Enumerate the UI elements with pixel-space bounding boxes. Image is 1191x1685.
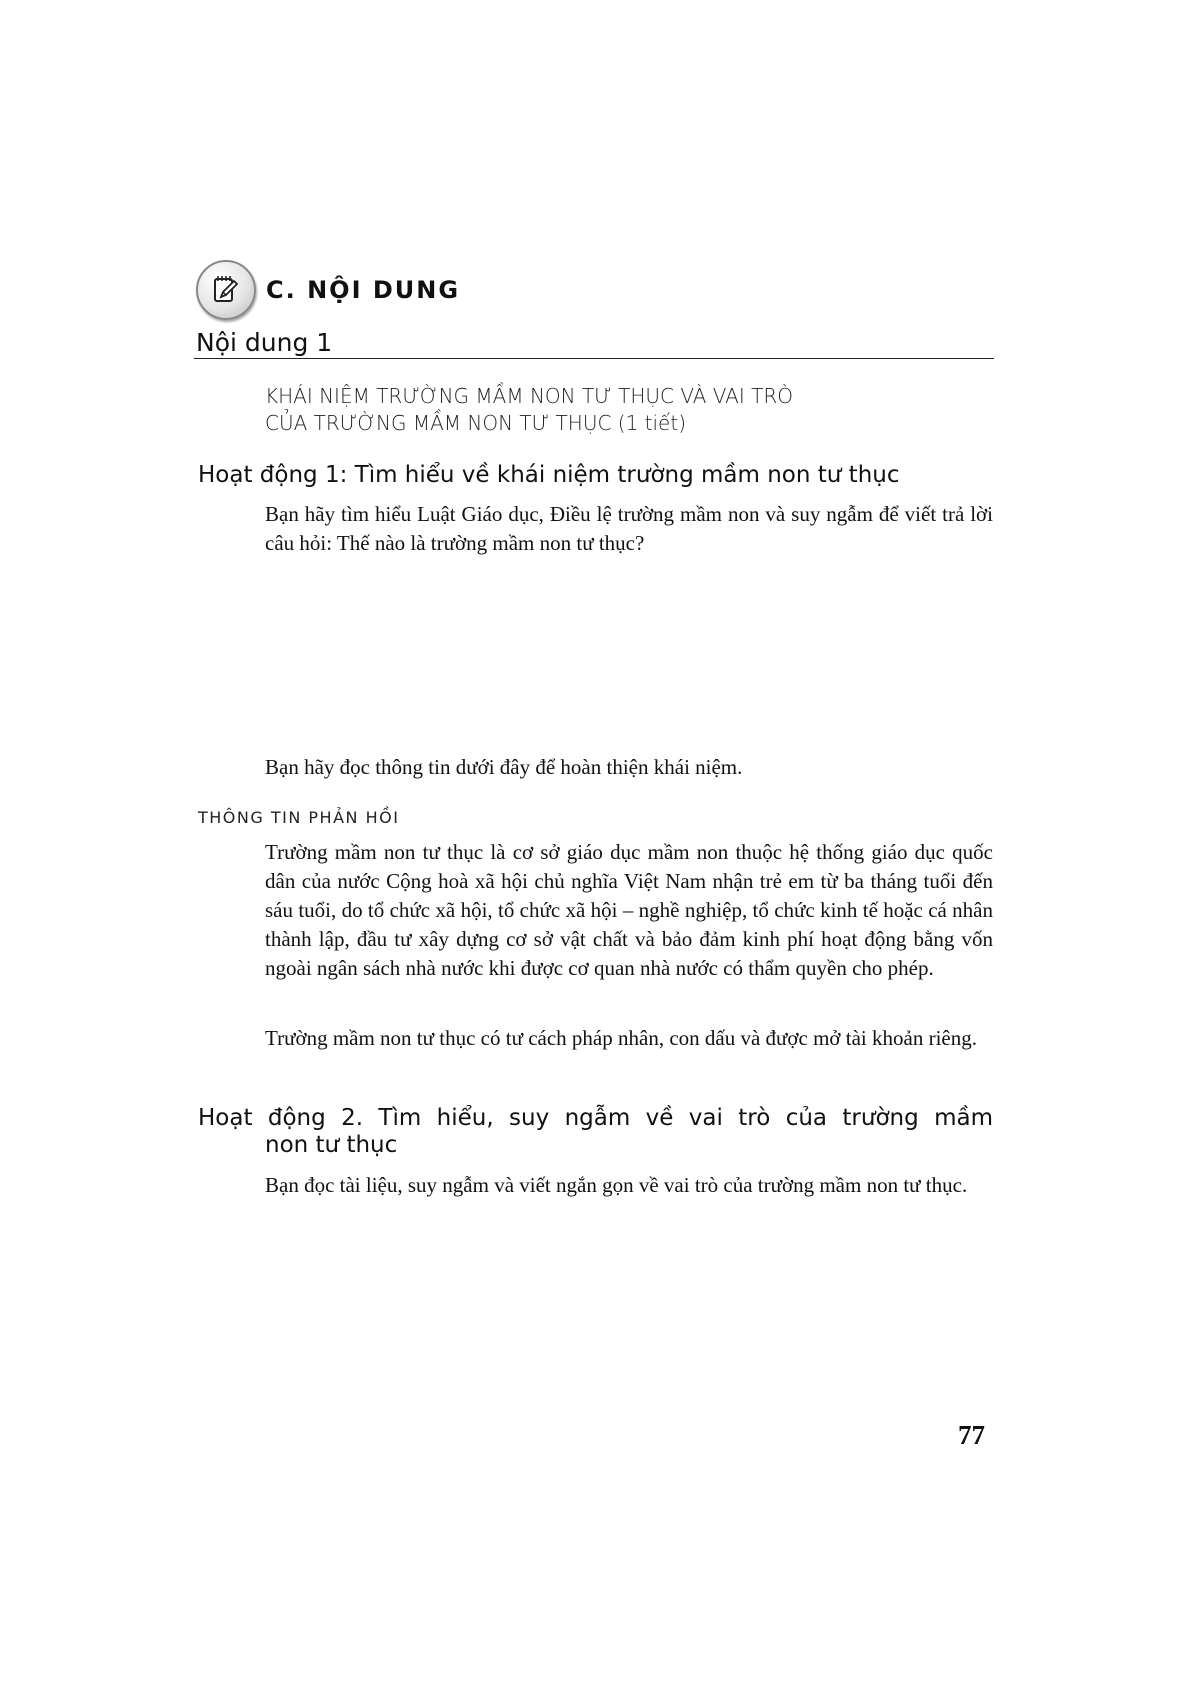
- title-divider: [194, 358, 994, 359]
- activity-2-title: [198, 1105, 993, 1159]
- title-word: mầm: [934, 1105, 993, 1131]
- activity-1-instruction: Bạn hãy đọc thông tin dưới đây để hoàn thiện khái niệm.: [265, 755, 743, 779]
- title-word: trường: [842, 1105, 919, 1131]
- title-word: vai: [688, 1105, 723, 1131]
- title-word: suy: [509, 1105, 550, 1131]
- section-title: C. NỘI DUNG: [266, 276, 461, 304]
- subject-line: CỦA TRƯỜNG MẦM NON TƯ THỤC (1 tiết): [265, 411, 687, 435]
- notepad-pencil-icon: [196, 260, 256, 320]
- subject-line: KHÁI NIỆM TRƯỜNG MẦM NON TƯ THỤC VÀ VAI TRÒ: [265, 384, 793, 408]
- activity-1-prompt: Bạn hãy tìm hiểu Luật Giáo dục, Điều lệ trường mầm non và suy ngẫm để viết trả lời câu hỏi: Thế nào là trường mầm non tư thục?: [265, 502, 993, 555]
- title-word: về: [645, 1105, 674, 1131]
- title-word: 2.: [341, 1105, 364, 1131]
- section-header: [196, 260, 460, 320]
- title-word: Hoạt: [198, 1105, 253, 1131]
- feedback-paragraph: Trường mầm non tư thục có tư cách pháp nhân, con dấu và được mở tài khoản riêng.: [265, 1026, 977, 1050]
- title-word: trò: [738, 1105, 771, 1131]
- content-title: Nội dung 1: [196, 328, 333, 357]
- subject-heading: [265, 383, 965, 437]
- title-word: ngẫm: [564, 1105, 631, 1131]
- activity-2-title-line-2: non tư thục: [265, 1132, 398, 1158]
- page-number: 77: [958, 1420, 985, 1450]
- title-word: của: [785, 1105, 828, 1131]
- title-word: hiểu,: [436, 1105, 494, 1131]
- title-word: động: [267, 1105, 326, 1131]
- feedback-paragraph: Trường mầm non tư thục là cơ sở giáo dục mầm non thuộc hệ thống giáo dục quốc dân của nước Cộng hoà xã hội chủ nghĩa Việt Nam nhận trẻ em từ ba tháng tuổi đến sáu tuổi, do tổ chức xã hội, tổ chức xã hội – nghề nghiệp, tổ chức kinh tế hoặc cá nhân thành lập, đầu tư xây dựng cơ sở vật chất và bảo đảm kinh phí hoạt động bằng vốn ngoài ngân sách nhà nước khi được cơ quan nhà nước có thẩm quyền cho phép.: [265, 840, 993, 980]
- title-word: Tìm: [378, 1105, 422, 1131]
- activity-2-title-line-1: [198, 1105, 993, 1132]
- feedback-label: THÔNG TIN PHẢN HỒI: [198, 808, 400, 827]
- activity-2-prompt: Bạn đọc tài liệu, suy ngẫm và viết ngắn gọn về vai trò của trường mầm non tư thục.: [265, 1173, 968, 1197]
- activity-1-title: Hoạt động 1: Tìm hiểu về khái niệm trường mầm non tư thục: [198, 462, 900, 488]
